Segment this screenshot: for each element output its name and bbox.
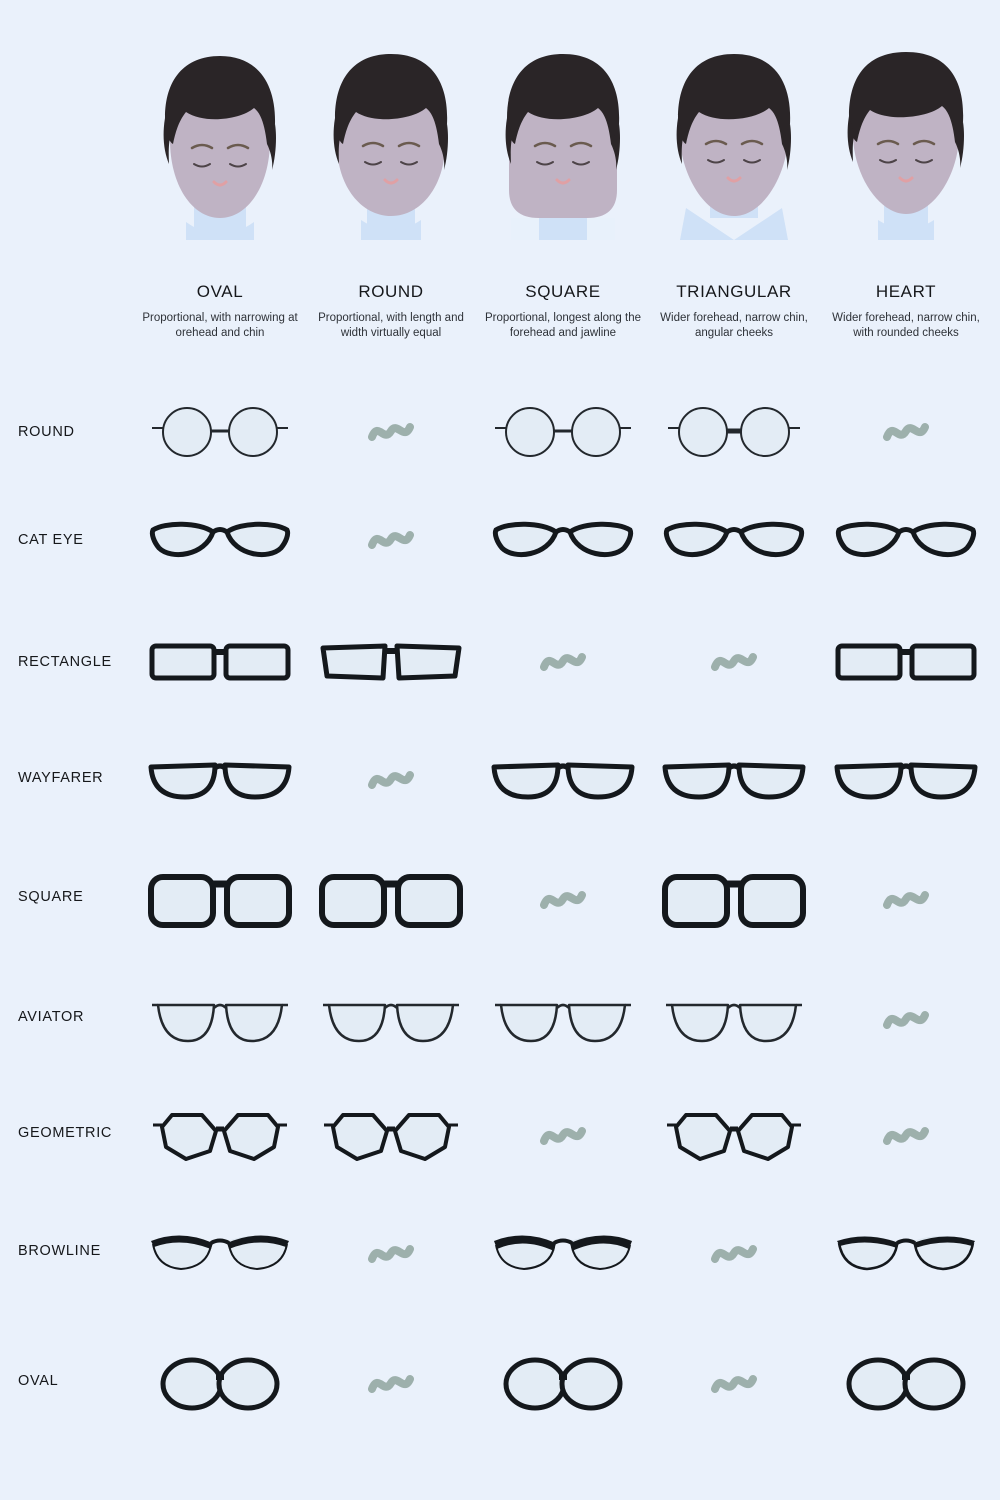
cell-round-round [305, 384, 477, 480]
cell-geometric-oval [134, 1088, 306, 1184]
glasses-wayfarer-icon [488, 751, 638, 809]
cell-browline-heart [820, 1206, 992, 1302]
glasses-wayfarer-icon [831, 751, 981, 809]
glasses-aviator-icon [321, 991, 461, 1049]
glasses-aviator-icon [664, 991, 804, 1049]
face-illustration-round [305, 40, 477, 240]
cell-cateye-heart [820, 492, 992, 588]
cell-wayfarer-oval [134, 732, 306, 828]
face-title-triangular: TRIANGULAR [676, 282, 792, 301]
glasses-geometric-icon [664, 1105, 804, 1167]
squiggle-icon [711, 1239, 757, 1269]
glasses-cat-eye-icon [488, 510, 638, 570]
row-label-rectangle: RECTANGLE [18, 654, 112, 670]
squiggle-icon [711, 1369, 757, 1399]
face-column-round [305, 40, 477, 341]
cell-oval-round [305, 1336, 477, 1432]
face-desc-round: Proportional, with length and width virtually equal [318, 312, 464, 339]
glasses-browline-icon [831, 1227, 981, 1281]
face-svg-triangular [648, 40, 820, 240]
glasses-browline-icon [488, 1227, 638, 1281]
face-desc-heart: Wider forehead, narrow chin, with rounded cheeks [832, 312, 980, 339]
glasses-oval-icon [497, 1353, 629, 1415]
glasses-round-icon [493, 402, 633, 462]
squiggle-icon [540, 647, 586, 677]
cell-geometric-triangular [648, 1088, 820, 1184]
glasses-square-icon [659, 867, 809, 933]
row-label-cat-eye: CAT EYE [18, 532, 84, 548]
glasses-browline-icon [145, 1227, 295, 1281]
cell-browline-oval [134, 1206, 306, 1302]
cell-aviator-square [477, 972, 649, 1068]
cell-square-triangular [648, 852, 820, 948]
cell-rectangle-square [477, 614, 649, 710]
glasses-aviator-icon [150, 991, 290, 1049]
cell-oval-heart [820, 1336, 992, 1432]
face-column-square [477, 40, 649, 341]
cell-wayfarer-square [477, 732, 649, 828]
face-svg-square [477, 40, 649, 240]
glasses-cat-eye-icon [659, 510, 809, 570]
glasses-round-icon [150, 402, 290, 462]
cell-oval-square [477, 1336, 649, 1432]
glasses-rectangle-icon [317, 634, 465, 690]
cell-browline-triangular [648, 1206, 820, 1302]
face-svg-oval [134, 40, 306, 240]
face-illustration-heart [820, 40, 992, 240]
face-title-heart: HEART [875, 282, 937, 301]
squiggle-icon [883, 1121, 929, 1151]
glasses-round-icon [664, 402, 804, 462]
face-column-oval [134, 40, 306, 341]
cell-square-heart [820, 852, 992, 948]
face-desc-square: Proportional, longest along the forehead and jawline [485, 312, 641, 339]
cell-cateye-triangular [648, 492, 820, 588]
glasses-square-icon [145, 867, 295, 933]
row-label-geometric: GEOMETRIC [18, 1125, 113, 1141]
glasses-wayfarer-icon [659, 751, 809, 809]
squiggle-icon [368, 1369, 414, 1399]
glasses-oval-icon [154, 1353, 286, 1415]
glasses-oval-icon [840, 1353, 972, 1415]
squiggle-icon [368, 417, 414, 447]
cell-aviator-round [305, 972, 477, 1068]
row-label-browline: BROWLINE [18, 1243, 101, 1259]
cell-round-triangular [648, 384, 820, 480]
face-title-round: ROUND [358, 282, 424, 301]
face-desc-triangular: Wider forehead, narrow chin, angular cheeks [660, 312, 808, 339]
cell-wayfarer-triangular [648, 732, 820, 828]
face-title-square: SQUARE [525, 282, 601, 301]
row-label-wayfarer: WAYFARER [18, 770, 104, 786]
squiggle-icon [883, 417, 929, 447]
cell-cateye-round [305, 492, 477, 588]
face-column-heart [820, 40, 992, 341]
cell-cateye-square [477, 492, 649, 588]
cell-geometric-square [477, 1088, 649, 1184]
glasses-cat-eye-icon [145, 510, 295, 570]
squiggle-icon [540, 885, 586, 915]
squiggle-icon [883, 1005, 929, 1035]
row-label-oval: OVAL [18, 1373, 59, 1389]
cell-round-square [477, 384, 649, 480]
row-label-aviator: AVIATOR [18, 1009, 85, 1025]
squiggle-icon [883, 885, 929, 915]
cell-browline-square [477, 1206, 649, 1302]
cell-wayfarer-round [305, 732, 477, 828]
cell-square-square [477, 852, 649, 948]
cell-aviator-triangular [648, 972, 820, 1068]
cell-wayfarer-heart [820, 732, 992, 828]
cell-square-oval [134, 852, 306, 948]
face-column-triangular [648, 40, 820, 341]
cell-rectangle-round [305, 614, 477, 710]
cell-geometric-heart [820, 1088, 992, 1184]
glasses-wayfarer-icon [145, 751, 295, 809]
squiggle-icon [540, 1121, 586, 1151]
cell-geometric-round [305, 1088, 477, 1184]
row-label-round: ROUND [18, 424, 75, 440]
cell-square-round [305, 852, 477, 948]
face-illustration-triangular [648, 40, 820, 240]
glasses-square-icon [316, 867, 466, 933]
squiggle-icon [368, 765, 414, 795]
squiggle-icon [368, 525, 414, 555]
cell-round-oval [134, 384, 306, 480]
glasses-rectangle-icon [832, 634, 980, 690]
cell-rectangle-oval [134, 614, 306, 710]
face-title-oval: OVAL [196, 282, 244, 301]
face-svg-round [305, 40, 477, 240]
glasses-geometric-icon [321, 1105, 461, 1167]
cell-rectangle-heart [820, 614, 992, 710]
glasses-aviator-icon [493, 991, 633, 1049]
face-illustration-square [477, 40, 649, 240]
face-desc-oval: Proportional, with narrowing at orehead and chin [142, 312, 298, 339]
cell-oval-oval [134, 1336, 306, 1432]
face-shape-header-row [0, 0, 1000, 370]
cell-aviator-oval [134, 972, 306, 1068]
cell-browline-round [305, 1206, 477, 1302]
squiggle-icon [368, 1239, 414, 1269]
glasses-cat-eye-icon [831, 510, 981, 570]
cell-round-heart [820, 384, 992, 480]
glasses-rectangle-icon [146, 634, 294, 690]
cell-rectangle-triangular [648, 614, 820, 710]
cell-cateye-oval [134, 492, 306, 588]
cell-aviator-heart [820, 972, 992, 1068]
cell-oval-triangular [648, 1336, 820, 1432]
face-illustration-oval [134, 40, 306, 240]
squiggle-icon [711, 647, 757, 677]
face-svg-heart [820, 40, 992, 240]
row-label-square: SQUARE [18, 889, 84, 905]
glasses-geometric-icon [150, 1105, 290, 1167]
